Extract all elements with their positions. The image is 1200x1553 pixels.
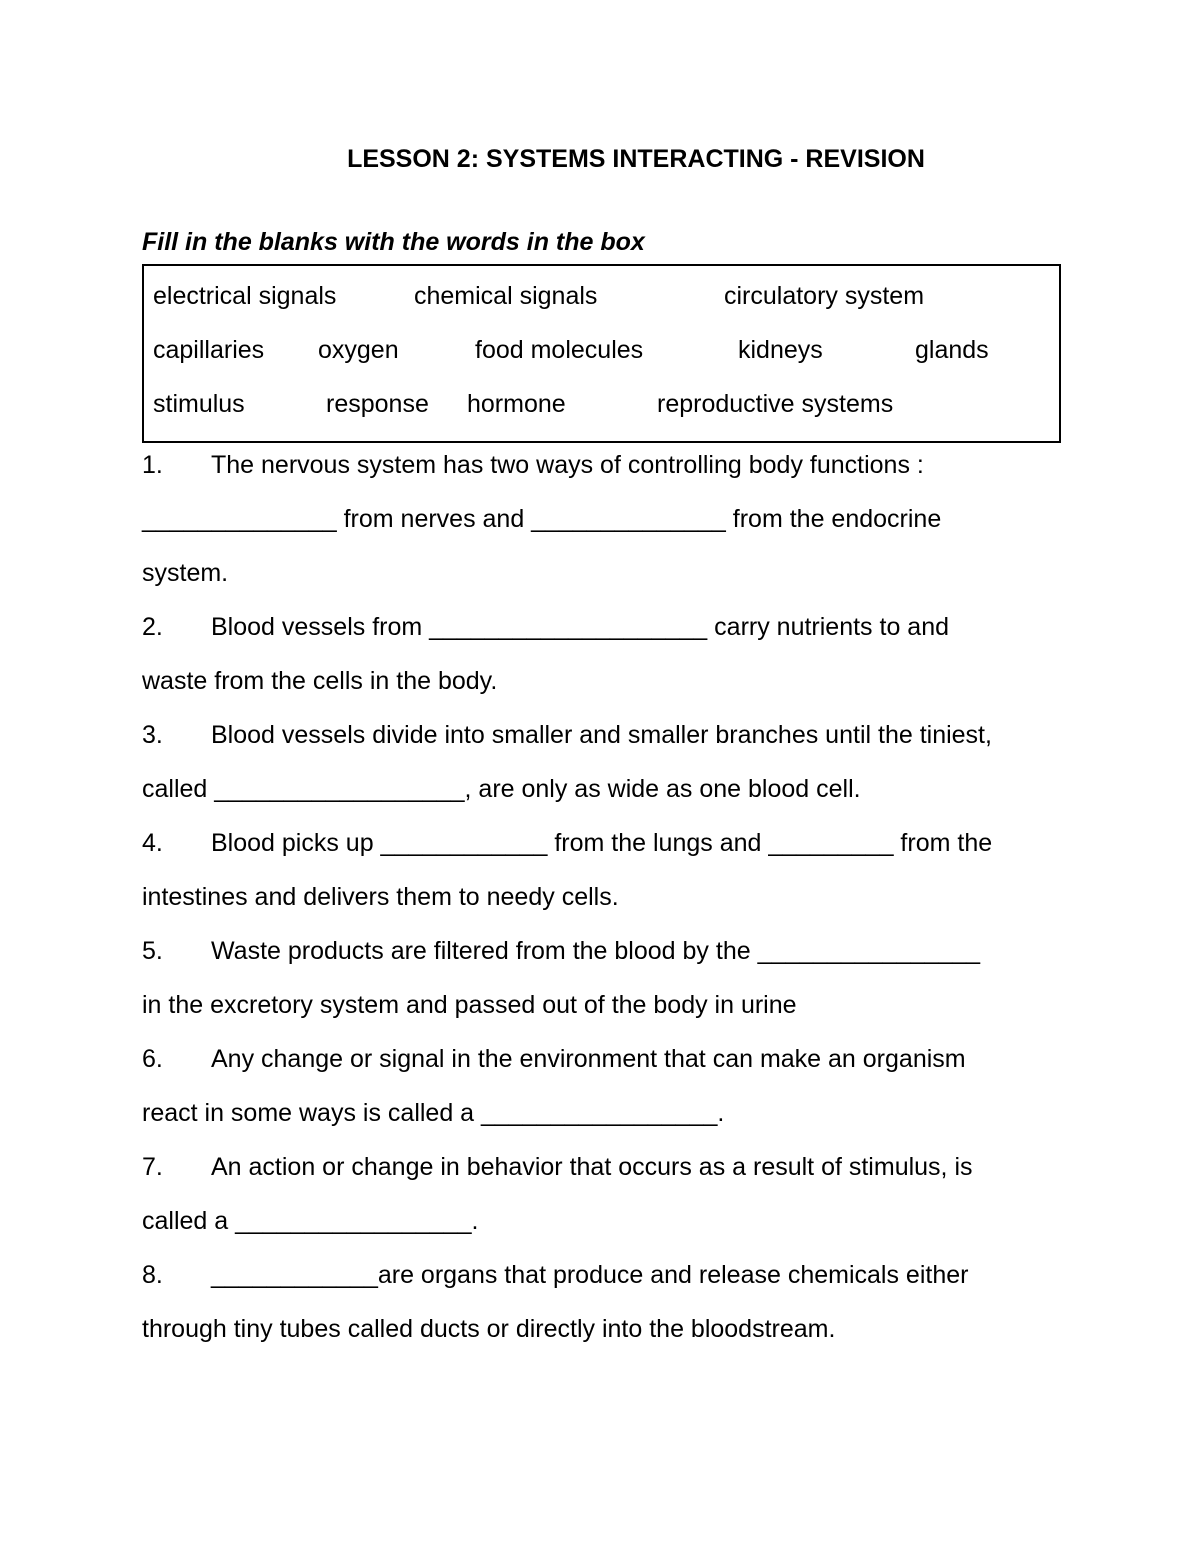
page-title: LESSON 2: SYSTEMS INTERACTING - REVISION <box>347 145 925 173</box>
word-bank-item: food molecules <box>475 336 644 364</box>
question-text: Any change or signal in the environment that can make an organism <box>211 1045 966 1073</box>
question-list <box>142 438 1066 1356</box>
question-text: ____________are organs that produce and release chemicals either <box>211 1261 969 1289</box>
question-text: The nervous system has two ways of controlling body functions : <box>211 451 924 479</box>
word-bank-item: chemical signals <box>414 282 598 310</box>
question-number: 3. <box>142 721 163 749</box>
instruction-heading: Fill in the blanks with the words in the box <box>142 228 645 256</box>
word-bank-item: reproductive systems <box>657 390 894 418</box>
word-bank-item: electrical signals <box>153 282 337 310</box>
question-text-continued: in the excretory system and passed out of the body in urine <box>142 991 797 1019</box>
question-text-continued: ______________ from nerves and ______________ from the endocrine <box>142 505 942 533</box>
word-bank-item: response <box>326 390 429 418</box>
question-text-continued: called a _________________. <box>142 1207 479 1235</box>
question-8 <box>142 1248 1066 1356</box>
question-number: 8. <box>142 1261 163 1289</box>
question-text-continued: through tiny tubes called ducts or directly into the bloodstream. <box>142 1315 836 1343</box>
question-text-continued: react in some ways is called a _________________. <box>142 1099 725 1127</box>
question-5 <box>142 924 1066 1032</box>
word-bank-item: hormone <box>467 390 566 418</box>
word-bank-item: glands <box>915 336 989 364</box>
word-bank-item: kidneys <box>738 336 823 364</box>
question-text-continued: system. <box>142 559 229 587</box>
word-bank-item: capillaries <box>153 336 265 364</box>
question-4 <box>142 816 1066 924</box>
question-text: Blood vessels divide into smaller and smaller branches until the tiniest, <box>211 721 992 749</box>
question-3 <box>142 708 1066 816</box>
question-text: An action or change in behavior that occurs as a result of stimulus, is <box>211 1153 973 1181</box>
question-7 <box>142 1140 1066 1248</box>
question-text-continued: called __________________, are only as wide as one blood cell. <box>142 775 861 803</box>
word-bank-item: stimulus <box>153 390 245 418</box>
question-number: 4. <box>142 829 163 857</box>
question-number: 6. <box>142 1045 163 1073</box>
word-bank-item: circulatory system <box>724 282 925 310</box>
question-number: 5. <box>142 937 163 965</box>
question-1 <box>142 438 1066 600</box>
question-text: Waste products are filtered from the blood by the ________________ <box>211 937 981 965</box>
question-text-continued: intestines and delivers them to needy cells. <box>142 883 619 911</box>
question-number: 1. <box>142 451 163 479</box>
question-6 <box>142 1032 1066 1140</box>
question-number: 2. <box>142 613 163 641</box>
question-2 <box>142 600 1066 708</box>
question-text: Blood picks up ____________ from the lungs and _________ from the <box>211 829 993 857</box>
question-text-continued: waste from the cells in the body. <box>142 667 498 695</box>
question-number: 7. <box>142 1153 163 1181</box>
word-bank-item: oxygen <box>318 336 399 364</box>
word-box <box>142 264 1061 443</box>
question-text: Blood vessels from ____________________ carry nutrients to and <box>211 613 950 641</box>
